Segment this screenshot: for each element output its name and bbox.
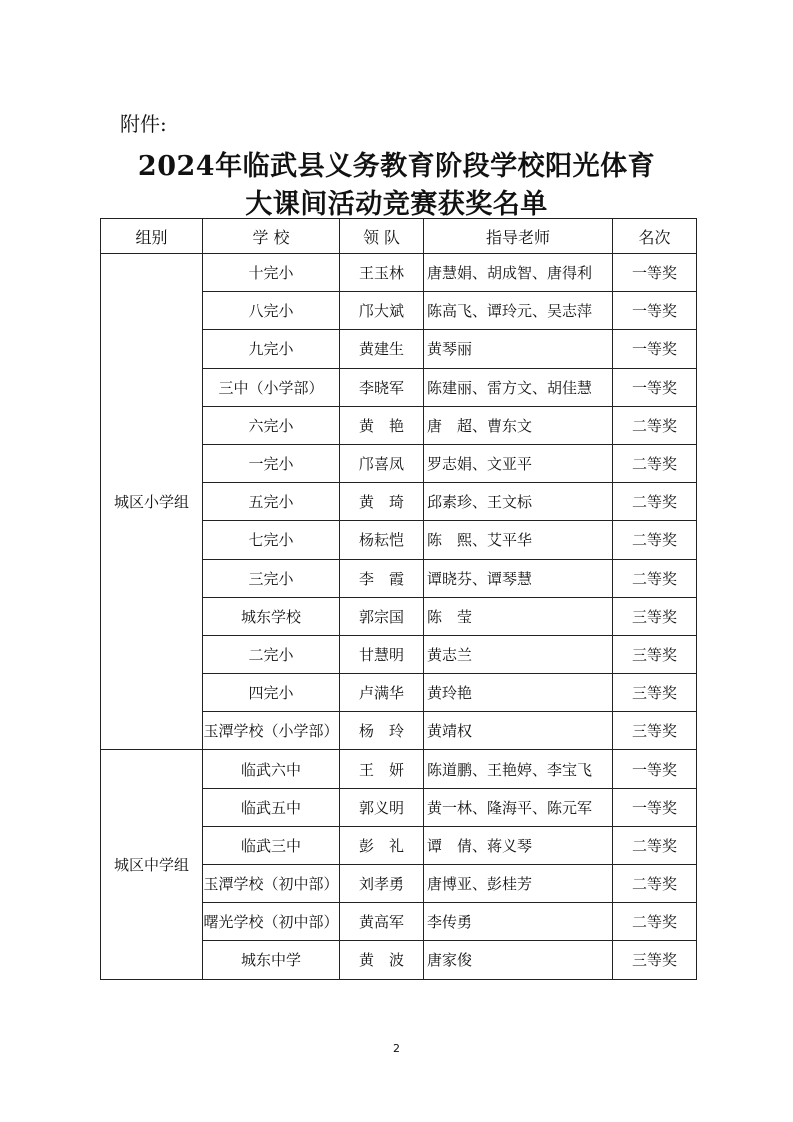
leader-cell: 李 霞 <box>340 559 424 597</box>
rank-cell: 二等奖 <box>613 406 697 444</box>
rank-cell: 三等奖 <box>613 674 697 712</box>
group-name-cell: 城区小学组 <box>101 254 203 750</box>
school-cell: 城东学校 <box>203 597 340 635</box>
rank-cell: 一等奖 <box>613 254 697 292</box>
leader-cell: 李晓军 <box>340 368 424 406</box>
teachers-cell: 黄志兰 <box>424 635 613 673</box>
rank-cell: 一等奖 <box>613 330 697 368</box>
leader-cell: 杨耘恺 <box>340 521 424 559</box>
school-cell: 一完小 <box>203 444 340 482</box>
teachers-cell: 黄琴丽 <box>424 330 613 368</box>
teachers-cell: 李传勇 <box>424 903 613 941</box>
teachers-cell: 唐慧娟、胡成智、唐得利 <box>424 254 613 292</box>
rank-cell: 三等奖 <box>613 941 697 979</box>
rank-cell: 二等奖 <box>613 444 697 482</box>
school-cell: 临武三中 <box>203 826 340 864</box>
awards-table <box>100 218 697 980</box>
teachers-cell: 谭 倩、蒋义琴 <box>424 826 613 864</box>
school-cell: 六完小 <box>203 406 340 444</box>
teachers-cell: 陈 熙、艾平华 <box>424 521 613 559</box>
leader-cell: 黄 琦 <box>340 483 424 521</box>
rank-cell: 一等奖 <box>613 368 697 406</box>
header-rank: 名次 <box>613 219 697 254</box>
teachers-cell: 陈 莹 <box>424 597 613 635</box>
school-cell: 临武五中 <box>203 788 340 826</box>
school-cell: 九完小 <box>203 330 340 368</box>
school-cell: 玉潭学校（小学部） <box>203 712 340 750</box>
school-cell: 三中（小学部） <box>203 368 340 406</box>
school-cell: 十完小 <box>203 254 340 292</box>
teachers-cell: 陈道鹏、王艳婷、李宝飞 <box>424 750 613 788</box>
rank-cell: 二等奖 <box>613 559 697 597</box>
leader-cell: 郭宗国 <box>340 597 424 635</box>
attachment-label: 附件: <box>120 112 167 136</box>
group-name-cell: 城区中学组 <box>101 750 203 979</box>
school-cell: 四完小 <box>203 674 340 712</box>
rank-cell: 一等奖 <box>613 750 697 788</box>
leader-cell: 王 妍 <box>340 750 424 788</box>
rank-cell: 二等奖 <box>613 903 697 941</box>
rank-cell: 二等奖 <box>613 521 697 559</box>
rank-cell: 一等奖 <box>613 292 697 330</box>
teachers-cell: 唐博亚、彭桂芳 <box>424 865 613 903</box>
school-cell: 城东中学 <box>203 941 340 979</box>
leader-cell: 郭义明 <box>340 788 424 826</box>
school-cell: 八完小 <box>203 292 340 330</box>
school-cell: 七完小 <box>203 521 340 559</box>
teachers-cell: 唐家俊 <box>424 941 613 979</box>
school-cell: 三完小 <box>203 559 340 597</box>
page-number: 2 <box>393 1042 400 1055</box>
leader-cell: 邝喜凤 <box>340 444 424 482</box>
school-cell: 二完小 <box>203 635 340 673</box>
table-row <box>101 750 697 788</box>
teachers-cell: 陈高飞、谭玲元、吴志萍 <box>424 292 613 330</box>
rank-cell: 三等奖 <box>613 712 697 750</box>
teachers-cell: 谭晓芬、谭琴慧 <box>424 559 613 597</box>
leader-cell: 黄建生 <box>340 330 424 368</box>
school-cell: 玉潭学校（初中部） <box>203 865 340 903</box>
leader-cell: 刘孝勇 <box>340 865 424 903</box>
rank-cell: 二等奖 <box>613 865 697 903</box>
teachers-cell: 黄一林、隆海平、陈元军 <box>424 788 613 826</box>
leader-cell: 邝大斌 <box>340 292 424 330</box>
leader-cell: 王玉林 <box>340 254 424 292</box>
header-teachers: 指导老师 <box>424 219 613 254</box>
rank-cell: 三等奖 <box>613 597 697 635</box>
table-body <box>101 254 697 980</box>
rank-cell: 二等奖 <box>613 826 697 864</box>
table-header-row <box>101 219 697 254</box>
leader-cell: 黄 艳 <box>340 406 424 444</box>
school-cell: 临武六中 <box>203 750 340 788</box>
leader-cell: 黄 波 <box>340 941 424 979</box>
rank-cell: 二等奖 <box>613 483 697 521</box>
header-group: 组别 <box>101 219 203 254</box>
teachers-cell: 唐 超、曹东文 <box>424 406 613 444</box>
teachers-cell: 陈建丽、雷方文、胡佳慧 <box>424 368 613 406</box>
rank-cell: 一等奖 <box>613 788 697 826</box>
teachers-cell: 罗志娟、文亚平 <box>424 444 613 482</box>
table-row <box>101 254 697 292</box>
teachers-cell: 邱素珍、王文标 <box>424 483 613 521</box>
leader-cell: 杨 玲 <box>340 712 424 750</box>
leader-cell: 甘慧明 <box>340 635 424 673</box>
school-cell: 五完小 <box>203 483 340 521</box>
document-title-line-2: 大课间活动竞赛获奖名单 <box>245 189 548 220</box>
teachers-cell: 黄靖权 <box>424 712 613 750</box>
school-cell: 曙光学校（初中部） <box>203 903 340 941</box>
leader-cell: 卢满华 <box>340 674 424 712</box>
leader-cell: 黄高军 <box>340 903 424 941</box>
header-leader: 领 队 <box>340 219 424 254</box>
rank-cell: 三等奖 <box>613 635 697 673</box>
leader-cell: 彭 礼 <box>340 826 424 864</box>
header-school: 学 校 <box>203 219 340 254</box>
document-title-line-1: 2024年临武县义务教育阶段学校阳光体育 <box>137 151 656 182</box>
teachers-cell: 黄玲艳 <box>424 674 613 712</box>
